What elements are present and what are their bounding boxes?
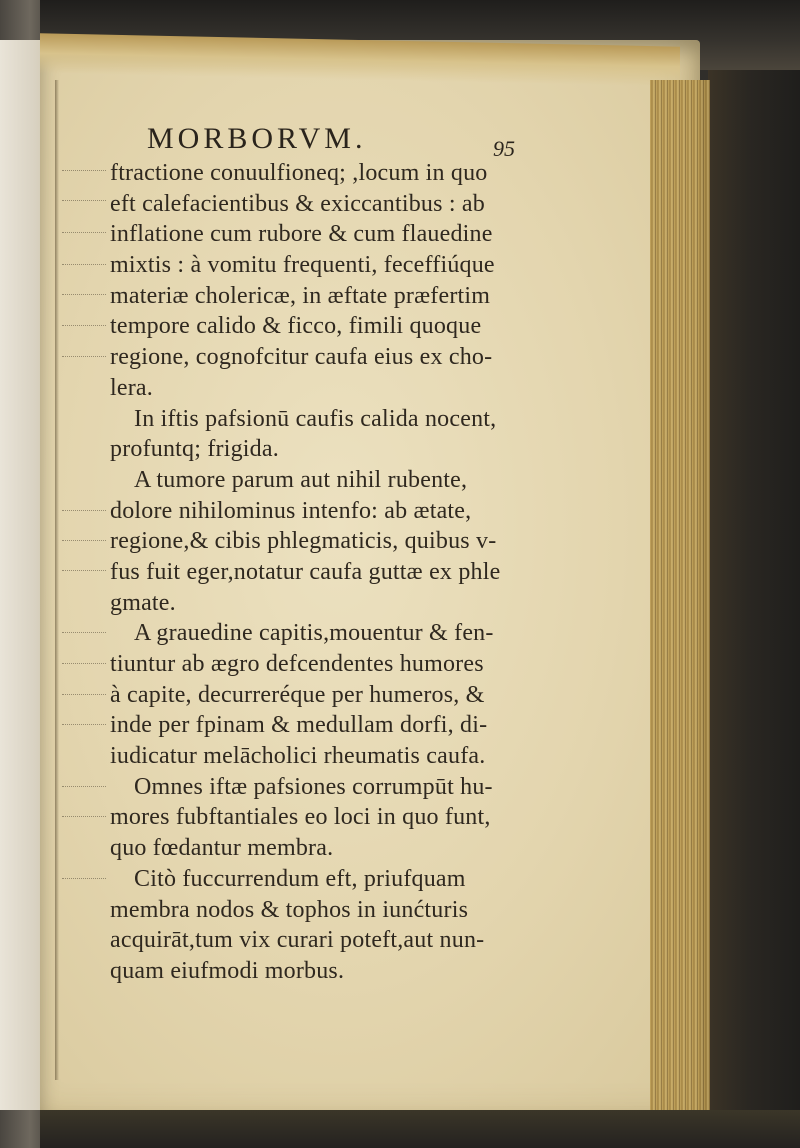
text-line: iudicatur melācholici rheumatis caufa.: [110, 743, 486, 770]
margin-bleedthrough: [62, 160, 112, 920]
text-line: tiuntur ab ægro defcendentes humores: [110, 651, 484, 677]
text-line: dolore nihilominus intenfo: ab ætate,: [110, 497, 472, 524]
text-line: lera.: [110, 374, 153, 401]
page-number: 95: [493, 136, 515, 161]
running-title: MORBORVM.: [147, 122, 367, 155]
text-line: fus fuit eger,notatur caufa guttæ ex phle: [110, 558, 501, 585]
text-line: ftractione conuulfioneq; ,locum in quo: [110, 160, 488, 186]
paragraph-start: Citò fuccurrendum eft, priufquam: [134, 865, 466, 892]
book-cover-bottom: [40, 1110, 800, 1148]
text-line: gmate.: [110, 589, 176, 616]
text-line: mixtis : à vomitu frequenti, feceffiúque: [110, 252, 495, 279]
text-line: materiæ cholericæ, in æftate præfertim: [110, 282, 491, 309]
text-line: membra nodos & tophos in iunćturis: [110, 896, 469, 923]
paragraph-start: In iftis pafsionū caufis calida nocent,: [134, 405, 497, 432]
text-line: profuntq; frigida.: [110, 436, 279, 463]
text-line: quo fœdantur membra.: [110, 835, 334, 862]
text-line: inflatione cum rubore & cum flauedine: [110, 221, 493, 248]
paragraph-start: A grauedine capitis,mouentur & fen-: [134, 620, 494, 647]
text-line: regione,& cibis phlegmaticis, quibus v-: [110, 528, 497, 555]
text-line: eft calefacientibus & exiccantibus : ab: [110, 190, 485, 217]
text-line: quam eiufmodi morbus.: [110, 957, 345, 984]
text-line: regione, cognofcitur caufa eius ex cho-: [110, 344, 493, 371]
body-text: [110, 158, 550, 987]
text-line: à capite, decurreréque per humeros, &: [110, 681, 485, 708]
text-line: tempore calido & ficco, fimili quoque: [110, 313, 482, 340]
book-cover-right: [708, 70, 800, 1148]
page-edges-right: [650, 80, 710, 1110]
paragraph-start: A tumore parum aut nihil rubente,: [134, 466, 468, 493]
page-gutter: [55, 80, 59, 1080]
text-line: inde per fpinam & medullam dorfi, di-: [110, 712, 488, 739]
text-line: acquirāt,tum vix curari poteft,aut nun-: [110, 927, 485, 954]
text-line: mores fubftantiales eo loci in quo funt,: [110, 804, 491, 831]
paragraph-start: Omnes iftæ pafsiones corrumpūt hu-: [134, 773, 493, 800]
